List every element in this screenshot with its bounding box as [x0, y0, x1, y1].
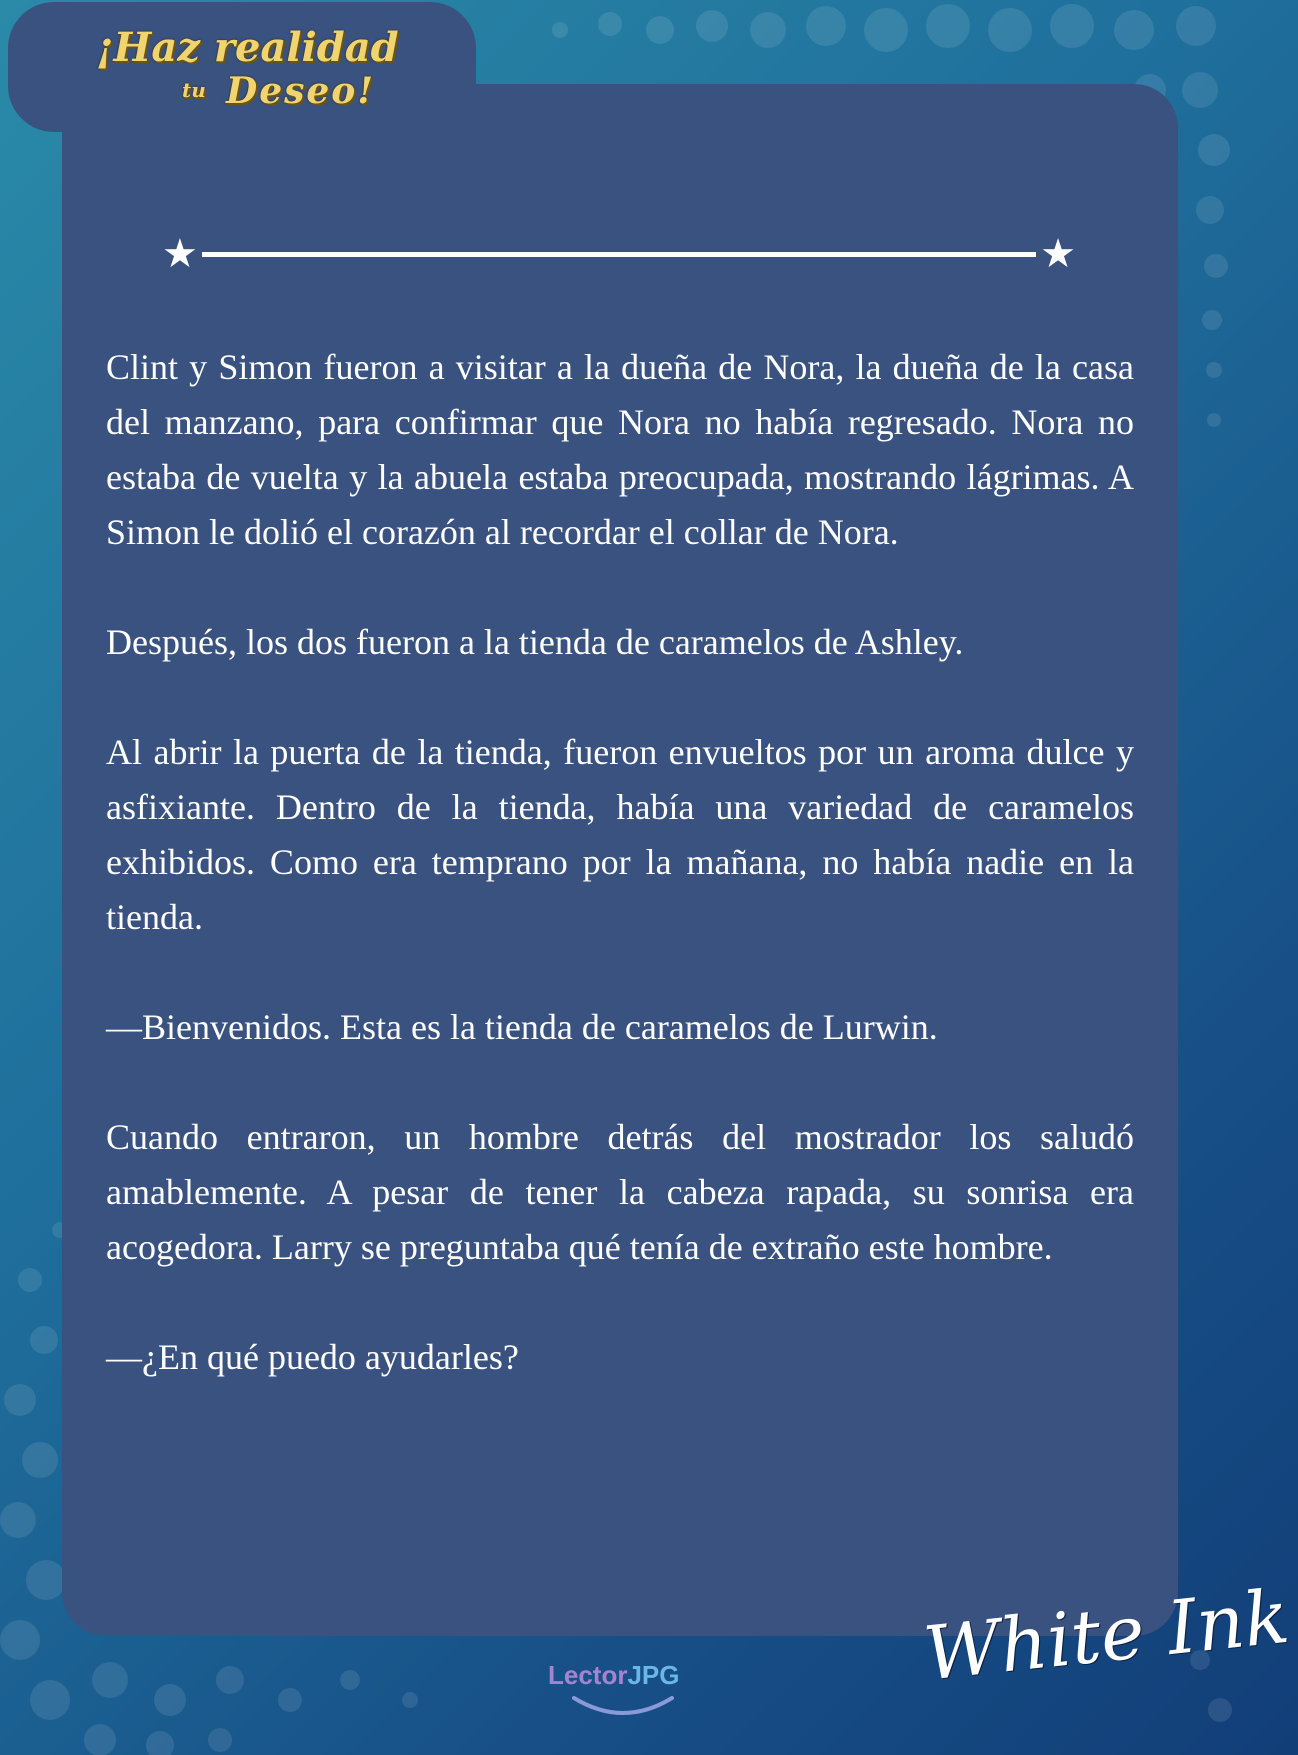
logo — [90, 14, 399, 124]
logo-line2: Deseo! — [226, 70, 376, 112]
story-paragraph: —¿En qué puedo ayudarles? — [106, 1337, 519, 1377]
story-paragraph: Después, los dos fueron a la tienda de caramelos de Ashley. — [106, 622, 964, 662]
story-paragraph: —Bienvenidos. Esta es la tienda de caramelos de Lurwin. — [106, 1007, 938, 1047]
divider-line — [202, 252, 1036, 257]
story-text — [106, 340, 1134, 1440]
watermark-logo — [548, 1660, 696, 1730]
star-divider — [160, 231, 1078, 277]
signature: White Ink — [920, 1573, 1294, 1698]
logo-line1: ¡Haz realidad — [96, 24, 399, 71]
star-icon: ★ — [162, 231, 198, 277]
story-paragraph: Clint y Simon fueron a visitar a la dueña de Nora, la dueña de la casa del manzano, para confirmar que Nora no había regresado. Nora no estaba de vuelta y la abuela estaba preocupada, mostrando lágrimas. A Simon le dolió el corazón al recordar el collar de Nora. — [106, 347, 1134, 552]
watermark-word: Lector — [548, 1660, 628, 1690]
logo-line2-small: tu — [182, 78, 206, 102]
story-paragraph: Al abrir la puerta de la tienda, fueron envueltos por un aroma dulce y asfixiante. Dentro de la tienda, había una variedad de caramelos exhibidos. Como era temprano por la mañana, no había nadie en la tienda. — [106, 732, 1134, 937]
star-icon: ★ — [1040, 231, 1076, 277]
watermark-suffix: JPG — [627, 1660, 680, 1690]
smile-arc-icon — [568, 1694, 678, 1724]
story-paragraph: Cuando entraron, un hombre detrás del mostrador los saludó amablemente. A pesar de tener la cabeza rapada, su sonrisa era acogedora. Larry se preguntaba qué tenía de extraño este hombre. — [106, 1117, 1134, 1267]
